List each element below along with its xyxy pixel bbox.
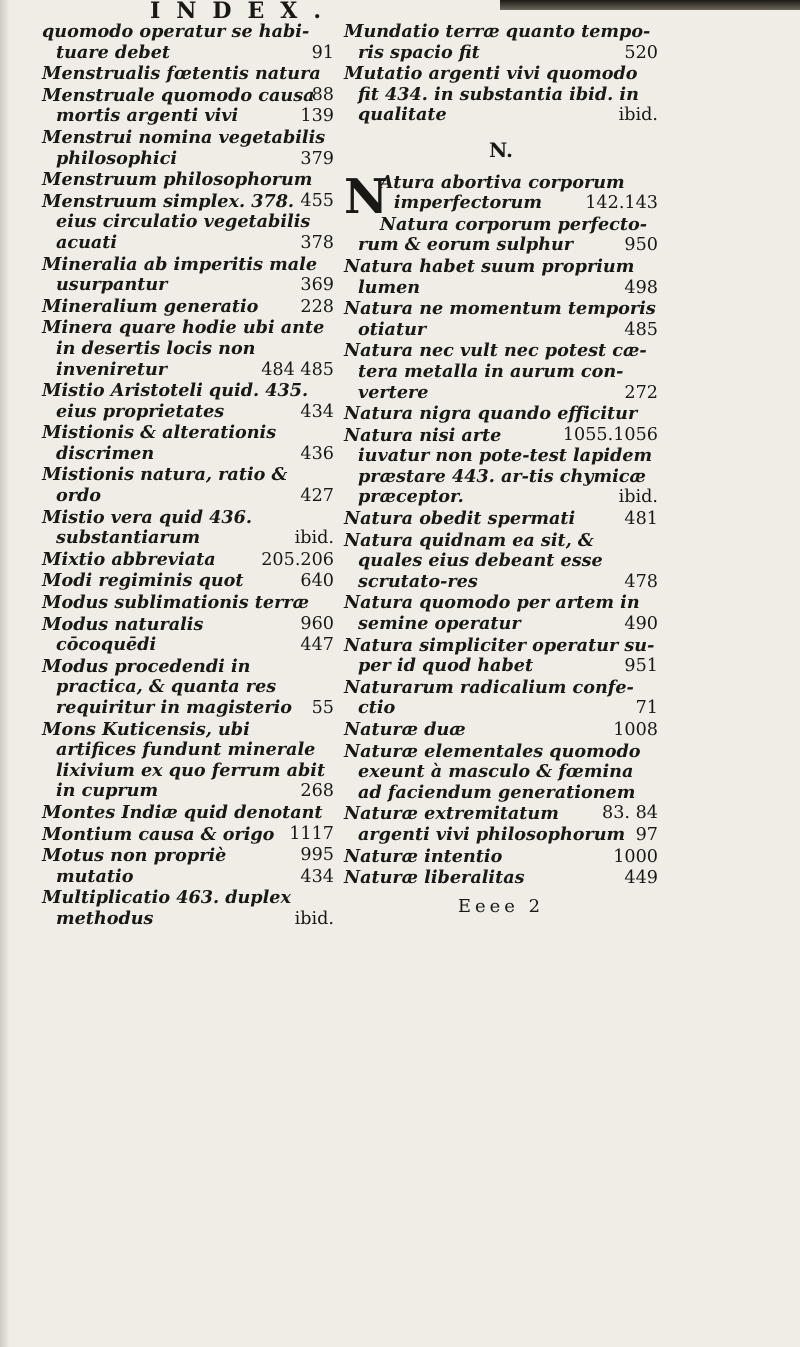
entry-text: Mons Kuticensis, ubi artifices fundunt minerale lixivium ex quo ferrum abit in cuprum xyxy=(42,718,326,802)
page-reference: 640 xyxy=(300,571,334,592)
page-reference: 378 xyxy=(300,232,334,253)
index-entry xyxy=(42,465,334,506)
page-reference: 1000 xyxy=(613,846,658,867)
entry-text: Naturæ intentio xyxy=(344,845,503,867)
entry-text: Modus sublimationis terræ xyxy=(42,592,310,614)
page-reference: 436 xyxy=(300,443,334,464)
page-reference: 55 xyxy=(311,698,334,718)
entry-text: Mistio Aristoteli quid. 435. eius proprietates xyxy=(42,380,309,422)
page-reference: 960 xyxy=(300,613,334,634)
entry-text: Natura ne momentum temporis otiatur xyxy=(344,298,656,340)
page-reference: 449 xyxy=(624,868,658,889)
page-reference: ibid. xyxy=(294,528,334,549)
page-reference: 1117 xyxy=(289,823,334,844)
page-reference: 88 xyxy=(311,84,334,105)
entry-text: Multiplicatio 463. duplex methodus xyxy=(42,887,291,929)
index-entry xyxy=(42,169,334,211)
right-column-top-entries xyxy=(344,22,658,126)
page-reference: 485 xyxy=(624,319,658,340)
entry-text: Menstrui nomina vegetabilis philosophici xyxy=(42,126,326,169)
page-reference: 1055.1056 xyxy=(562,424,658,445)
left-column xyxy=(42,22,334,931)
page-reference: ibid. xyxy=(294,908,334,929)
index-entry xyxy=(42,192,334,254)
page-reference: 455 xyxy=(300,190,334,211)
page-reference: 498 xyxy=(624,277,658,298)
entry-text: Naturæ elementales quomodo exeunt à masculo & fœmina ad faciendum generationem xyxy=(344,740,641,803)
entry-text: Montium causa & origo xyxy=(42,823,275,845)
index-entry xyxy=(42,255,334,296)
index-entry xyxy=(42,888,334,929)
entry-text: Natura nisi arte iuvatur non pote-test lapidem præstare 443. ar-tis chymicæ præceptor. xyxy=(344,424,653,508)
index-entry xyxy=(42,550,334,571)
entry-text: Natura quidnam ea sit, & quales eius debeant esse scrutato-res xyxy=(344,529,603,592)
index-entry xyxy=(344,678,658,719)
index-entry xyxy=(42,22,334,63)
index-entry xyxy=(42,381,334,422)
page-reference: 951 xyxy=(624,656,658,677)
entry-text: Mundatio terræ quanto tempo-ris spacio fit xyxy=(344,21,651,63)
entry-text: Natura obedit spermati xyxy=(344,508,576,530)
entry-text: Naturarum radicalium confe-ctio xyxy=(344,676,634,719)
right-column xyxy=(344,22,658,917)
page-reference: 139 xyxy=(300,106,334,127)
index-entry xyxy=(344,299,658,340)
index-entry xyxy=(42,571,334,592)
page-reference: 481 xyxy=(624,509,658,530)
entry-text: Natura nigra quando efficitur xyxy=(344,403,638,425)
index-entry xyxy=(344,720,658,741)
page-reference: ibid. xyxy=(618,487,658,508)
entry-text: Naturæ extremitatum argenti vivi philosophorum xyxy=(344,803,626,845)
index-entry xyxy=(42,423,334,464)
drop-cap: N xyxy=(344,168,388,225)
index-entry xyxy=(344,509,658,530)
entry-text: Menstrualis fœtentis natura xyxy=(42,63,321,85)
right-column-bottom-entries xyxy=(344,168,658,889)
page-reference: 379 xyxy=(300,148,334,169)
index-entry xyxy=(42,63,334,105)
index-entry xyxy=(42,592,334,634)
entry-text: Mistionis natura, ratio & ordo xyxy=(42,464,288,507)
page-reference: 950 xyxy=(624,235,658,256)
index-entry xyxy=(42,297,334,318)
page-reference: 1008 xyxy=(613,720,658,740)
index-entry xyxy=(344,847,658,868)
entry-text: Mineralium generatio xyxy=(42,295,259,317)
entry-text: Natura corporum perfecto-rum & eorum sulphur xyxy=(358,213,648,256)
index-entry xyxy=(344,426,658,508)
page-reference: 268 xyxy=(300,781,334,802)
page-reference: 83. 84 xyxy=(602,803,658,824)
index-entry xyxy=(344,403,658,445)
page-reference: 490 xyxy=(624,614,658,635)
catchword: Eeee 2 xyxy=(457,895,545,917)
page-gutter-shadow xyxy=(0,0,10,1347)
page-reference: 447 xyxy=(300,635,334,656)
index-entry xyxy=(344,64,658,126)
entry-text: Naturæ duæ xyxy=(344,719,466,740)
page-reference: 434 xyxy=(300,866,334,887)
entry-text: Mineralia ab imperitis male usurpantur xyxy=(42,253,318,296)
page-reference: 272 xyxy=(624,382,658,403)
index-entry xyxy=(42,86,334,127)
index-entry xyxy=(42,720,334,802)
entry-text: Menstruum philosophorum xyxy=(42,169,313,191)
entry-text: Mixtio abbreviata xyxy=(42,548,216,570)
index-entry xyxy=(344,593,658,634)
index-entry xyxy=(42,615,334,656)
entry-text: Mistionis & alterationis discrimen xyxy=(42,422,277,464)
entry-text: Modus procedendi in practica, & quanta res requiritur in magisterio xyxy=(42,655,293,718)
index-entry xyxy=(344,341,658,403)
page-reference: 142.143 xyxy=(585,193,658,214)
section-heading: N. xyxy=(489,137,513,162)
index-entry xyxy=(42,128,334,169)
index-entry xyxy=(344,804,658,845)
index-entry xyxy=(344,173,658,214)
entry-text: Modi regiminis quot xyxy=(42,570,244,592)
entry-text: Menstruum simplex. 378. eius circulatio vegetabilis acuati xyxy=(42,190,311,253)
index-entry xyxy=(42,657,334,719)
page-reference: 228 xyxy=(300,296,334,317)
page-reference: ibid. xyxy=(618,105,658,126)
index-entry xyxy=(344,215,658,256)
page-reference: 205.206 xyxy=(261,549,334,570)
index-entry xyxy=(344,531,658,593)
page-reference: 520 xyxy=(624,42,658,63)
page-reference: 91 xyxy=(311,42,334,63)
page-reference: 97 xyxy=(635,824,658,845)
entry-text: quomodo operatur se habi-tuare debet xyxy=(42,21,310,63)
page-reference: 995 xyxy=(300,845,334,866)
page-reference: 427 xyxy=(300,486,334,507)
page-header: INDEX. xyxy=(150,0,337,24)
entry-text: Menstruale quomodo causa mortis argenti vivi xyxy=(42,84,315,127)
page-reference: 434 xyxy=(300,401,334,422)
page-reference: 484 485 xyxy=(261,359,334,380)
entry-text: Atura abortiva corporum imperfectorum xyxy=(379,171,625,214)
entry-text: Natura simpliciter operatur su-per id quod habet xyxy=(344,634,655,677)
index-entry xyxy=(42,318,334,380)
index-entry xyxy=(344,22,658,63)
index-entry xyxy=(42,508,334,549)
index-entry xyxy=(344,868,658,889)
entry-text: Naturæ liberalitas xyxy=(344,867,525,889)
entry-text: Natura habet suum proprium lumen xyxy=(344,255,635,298)
entry-text: Minera quare hodie ubi ante in desertis locis non inveniretur xyxy=(42,317,325,380)
entry-text: Natura nec vult nec potest cæ-tera metalla in aurum con-vertere xyxy=(344,340,647,403)
page-reference: 71 xyxy=(635,698,658,719)
entry-text: Montes Indiæ quid denotant xyxy=(42,801,323,823)
entry-text: Mistio vera quid 436. substantiarum xyxy=(42,506,252,549)
entry-text: Mutatio argenti vivi quomodo fit 434. in substantia ibid. in qualitate xyxy=(344,63,639,126)
index-entry xyxy=(344,257,658,298)
index-entry xyxy=(42,846,334,887)
page-reference: 369 xyxy=(300,275,334,296)
entry-text: Modus naturalis cōcoquēdi xyxy=(42,613,204,656)
index-entry xyxy=(344,636,658,677)
page-reference: 478 xyxy=(624,571,658,592)
entry-text: Motus non propriè mutatio xyxy=(42,845,227,887)
entry-text: Natura quomodo per artem in semine operatur xyxy=(344,592,640,635)
